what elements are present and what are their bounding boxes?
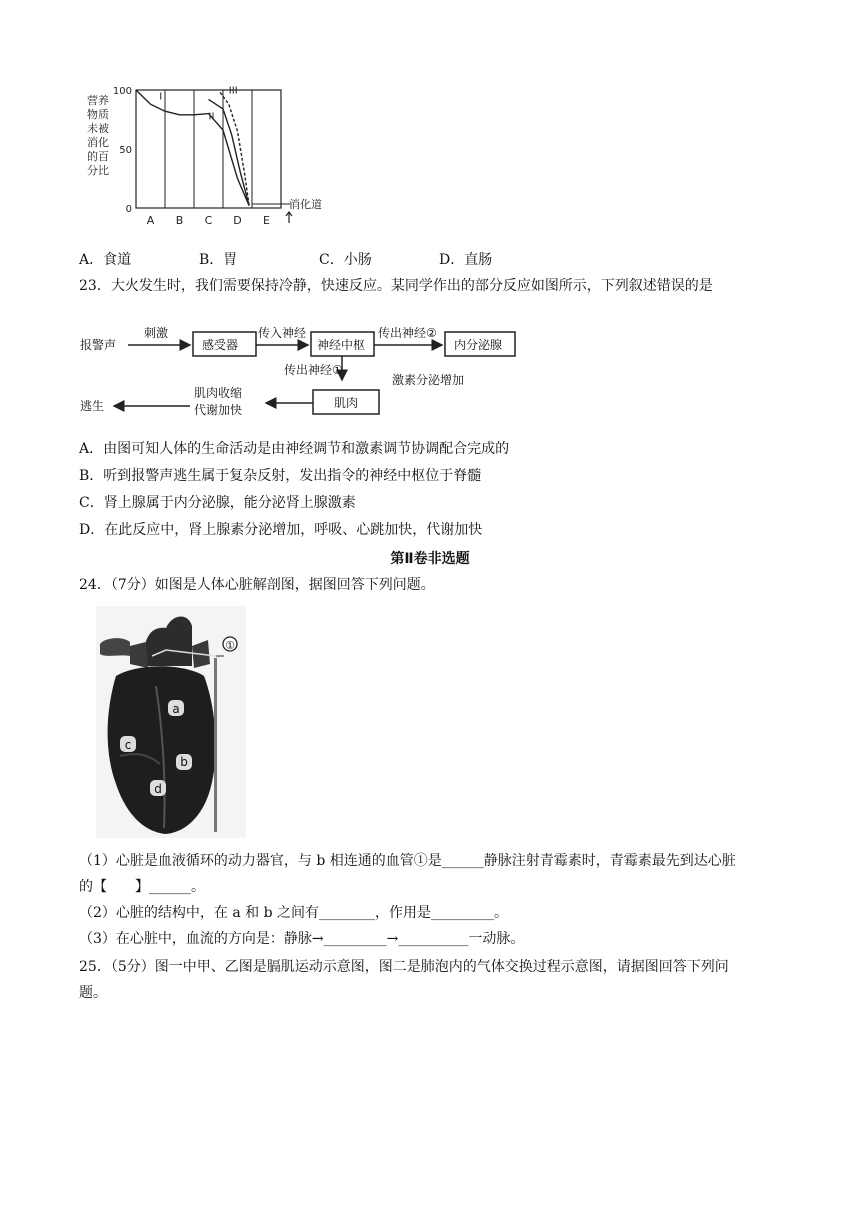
nerve-center-label: 神经中枢: [317, 338, 366, 352]
afferent-nerve-label: 传入神经: [258, 326, 307, 340]
receptor-label: 感受器: [202, 338, 239, 352]
chart-up-arrow-icon: [286, 212, 292, 223]
chart-y-tick-label: 0: [125, 204, 132, 215]
chart-x-axis-title: 消化道: [289, 198, 322, 211]
svg-text:消化: 消化: [87, 136, 109, 149]
chart-x-tick-label: A: [146, 214, 155, 227]
vessel-1-label: ①: [225, 639, 235, 652]
digestion-chart: [78, 78, 328, 238]
q25-stem-line2: 题。: [79, 985, 107, 1001]
q23-option-a: A．由图可知人体的生命活动是由神经调节和激素调节协调配合完成的: [79, 441, 510, 457]
chart-y-tick-label: 100: [112, 86, 132, 97]
q23-option-c: C．肾上腺属于内分泌腺，能分泌肾上腺激素: [79, 495, 356, 511]
muscle-label: 肌肉: [334, 396, 359, 410]
contraction-label-1: 肌肉收缩: [194, 386, 243, 400]
chart-x-tick-label: E: [263, 214, 270, 227]
hormone-increase-label: 激素分泌增加: [392, 373, 465, 387]
q24-part3: （3）在心脏中，血流的方向是：静脉→_________→__________一动脉。: [79, 931, 525, 947]
q25-stem-line1: 25．（5分）图一中甲、乙图是膈肌运动示意图，图二是肺泡内的气体交换过程示意图，请据图回答下列问: [79, 959, 729, 975]
efferent-nerve-1-label: 传出神经①: [284, 363, 343, 377]
chart-series-label-III: III: [228, 85, 238, 97]
q24-part2: （2）心脏的结构中，在 a 和 b 之间有________，作用是_________。: [79, 905, 509, 921]
q23-stem: 23．大火发生时，我们需要保持冷静，快速反应。某同学作出的部分反应如图所示，下列叙述错误的是: [79, 278, 713, 294]
chart-y-axis-title: [87, 93, 109, 177]
q24-stem: 24．（7分）如图是人体心脏解剖图，据图回答下列问题。: [79, 577, 435, 593]
chart-series-label-II: II: [208, 111, 215, 123]
svg-text:营养: 营养: [87, 94, 109, 107]
q23-option-d: D．在此反应中，肾上腺素分泌增加，呼吸、心跳加快，代谢加快: [79, 522, 483, 538]
option-c: C．小肠: [319, 252, 372, 268]
chamber-a-label: a: [172, 702, 180, 716]
efferent-nerve-2-label: 传出神经②: [378, 326, 437, 340]
chart-y-tick-label: 50: [119, 145, 132, 156]
reflex-flow-diagram: [78, 318, 528, 428]
option-d: D．直肠: [439, 252, 493, 268]
alarm-label: 报警声: [80, 338, 117, 352]
endocrine-gland-label: 内分泌腺: [454, 338, 503, 352]
option-b: B．胃: [199, 252, 238, 268]
stimulus-label: 刺激: [144, 326, 169, 340]
chart-x-tick-label: C: [204, 214, 213, 227]
q23-option-b: B．听到报警声逃生属于复杂反射，发出指令的神经中枢位于脊髓: [79, 468, 482, 484]
section-title: 第Ⅱ卷非选题: [390, 551, 470, 567]
chamber-d-label: d: [154, 782, 162, 796]
chamber-c-label: c: [124, 738, 132, 752]
svg-text:物质: 物质: [87, 108, 109, 121]
svg-text:分比: 分比: [87, 164, 109, 177]
chart-x-tick-label: B: [175, 214, 184, 227]
heart-anatomy-image: [96, 606, 246, 838]
contraction-label-2: 代谢加快: [194, 403, 243, 417]
q24-part1-line1: （1）心脏是血液循环的动力器官，与 b 相连通的血管①是______静脉注射青霉素时，青霉素最先到达心脏: [79, 853, 736, 869]
svg-text:未被: 未被: [87, 122, 109, 135]
chart-series-label-I: I: [159, 91, 163, 103]
option-a: A．食道: [79, 252, 132, 268]
q24-part1-line2: 的【 】______。: [79, 879, 205, 895]
chart-x-tick-label: D: [233, 214, 242, 227]
escape-label: 逃生: [80, 399, 105, 413]
chart-series-line-I: [136, 90, 249, 206]
pointer-bar: [214, 658, 217, 832]
chamber-b-label: b: [180, 755, 188, 769]
svg-text:的百: 的百: [87, 150, 109, 163]
